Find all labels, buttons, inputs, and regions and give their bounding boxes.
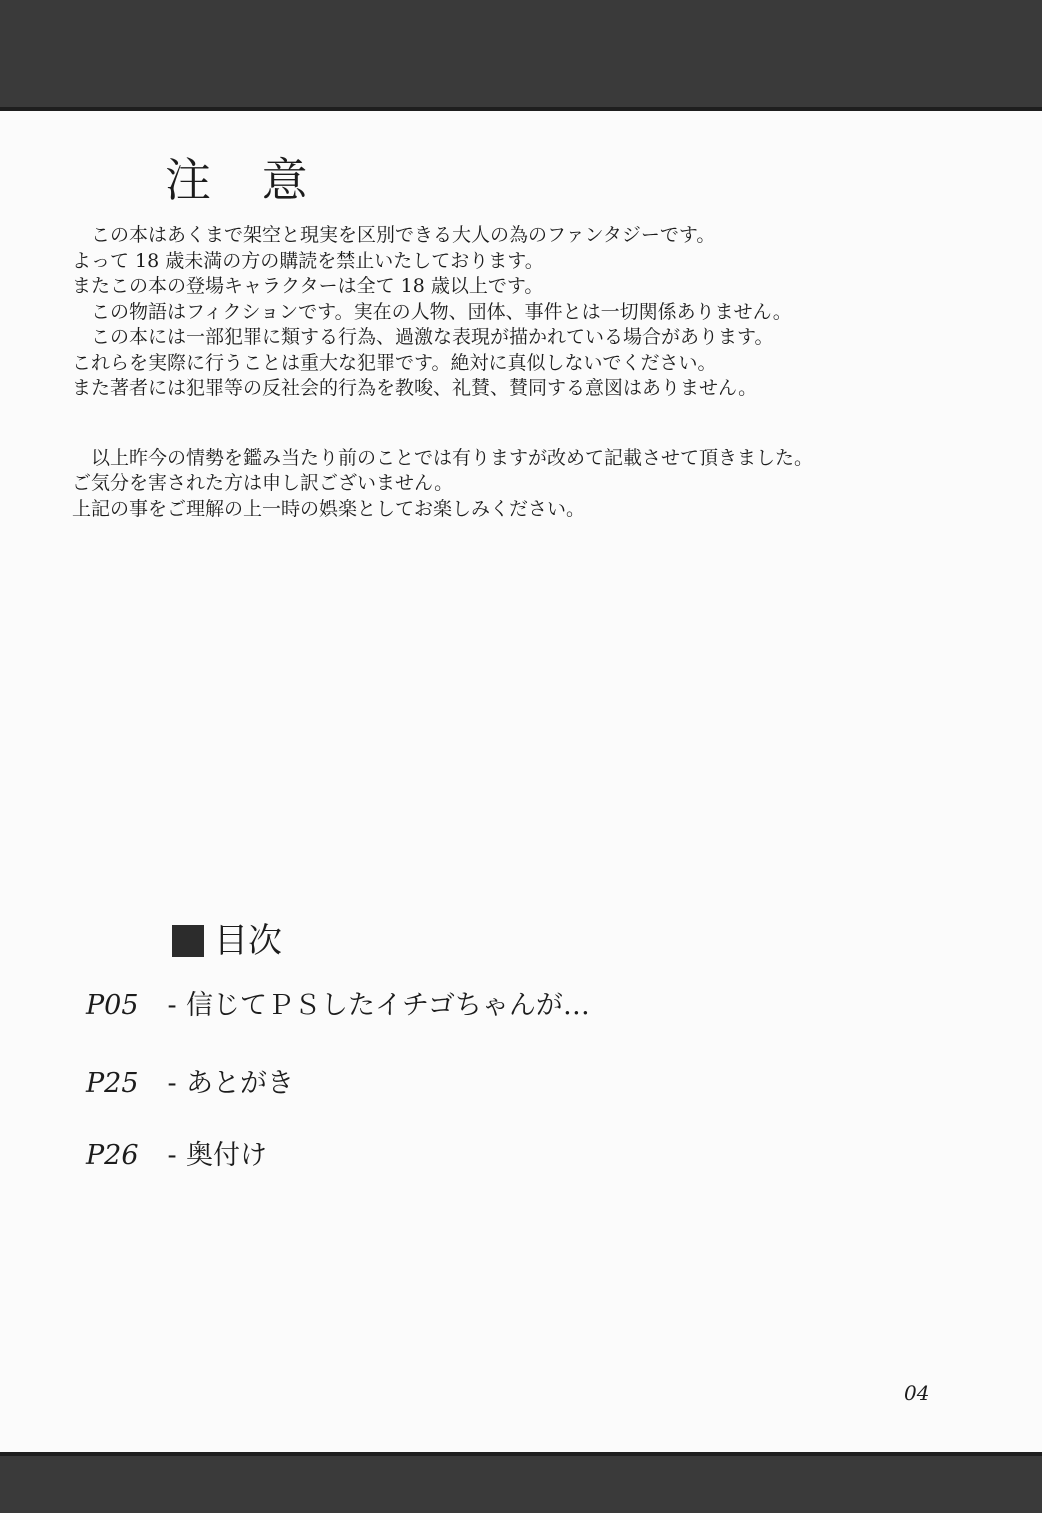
toc-entry: [86, 986, 590, 1026]
toc-heading-label: 目次: [214, 921, 282, 961]
toc-entry: [86, 1064, 294, 1104]
notice-line: この物語はフィクションです。実在の人物、団体、事件とは一切関係ありません。: [72, 300, 792, 323]
notice-line: この本には一部犯罪に類する行為、過激な表現が描かれている場合があります。: [72, 326, 774, 348]
toc-page-number: P25: [86, 1068, 139, 1099]
bottom-band-edge: [0, 1452, 1042, 1456]
toc-title: 信じてＰＳしたイチゴちゃんが…: [186, 990, 590, 1021]
toc-page-number: P05: [86, 990, 139, 1021]
toc-page-number: P26: [86, 1140, 139, 1171]
bottom-scan-band: [0, 1452, 1042, 1513]
notice-body: [72, 223, 972, 522]
notice-line: この本はあくまで架空と現実を区別できる大人の為のファンタジーです。: [72, 224, 716, 246]
toc-title: 奥付け: [186, 1140, 267, 1171]
notice-line: これらを実際に行うことは重大な犯罪です。絶対に真似しないでください。: [72, 351, 717, 374]
top-band-edge: [0, 107, 1042, 111]
notice-line: また著者には犯罪等の反社会的行為を教唆、礼賛、賛同する意図はありません。: [72, 377, 758, 399]
square-bullet-icon: [172, 925, 204, 957]
notice-line: 以上昨今の情勢を鑑み当たり前のことでは有りますが改めて記載させて頂きました。: [72, 446, 814, 469]
top-scan-band: [0, 0, 1042, 111]
toc-dash: -: [167, 1068, 177, 1099]
paragraph-gap: [72, 402, 972, 446]
notice-title: 注 意: [165, 153, 326, 207]
toc-title: あとがき: [186, 1068, 294, 1099]
notice-line: ご気分を害された方は申し訳ございません。: [72, 472, 454, 494]
toc-heading: [172, 918, 282, 964]
notice-line: 上記の事をご理解の上一時の娯楽としてお楽しみください。: [72, 497, 586, 520]
toc-dash: -: [167, 1140, 177, 1171]
toc-dash: -: [167, 990, 177, 1021]
page-number: 04: [904, 1381, 930, 1405]
notice-line: またこの本の登場キャラクターは全て 18 歳以上です。: [72, 275, 544, 297]
toc-entry: [86, 1136, 267, 1176]
notice-line: よって 18 歳未満の方の購読を禁止いたしております。: [72, 249, 544, 272]
